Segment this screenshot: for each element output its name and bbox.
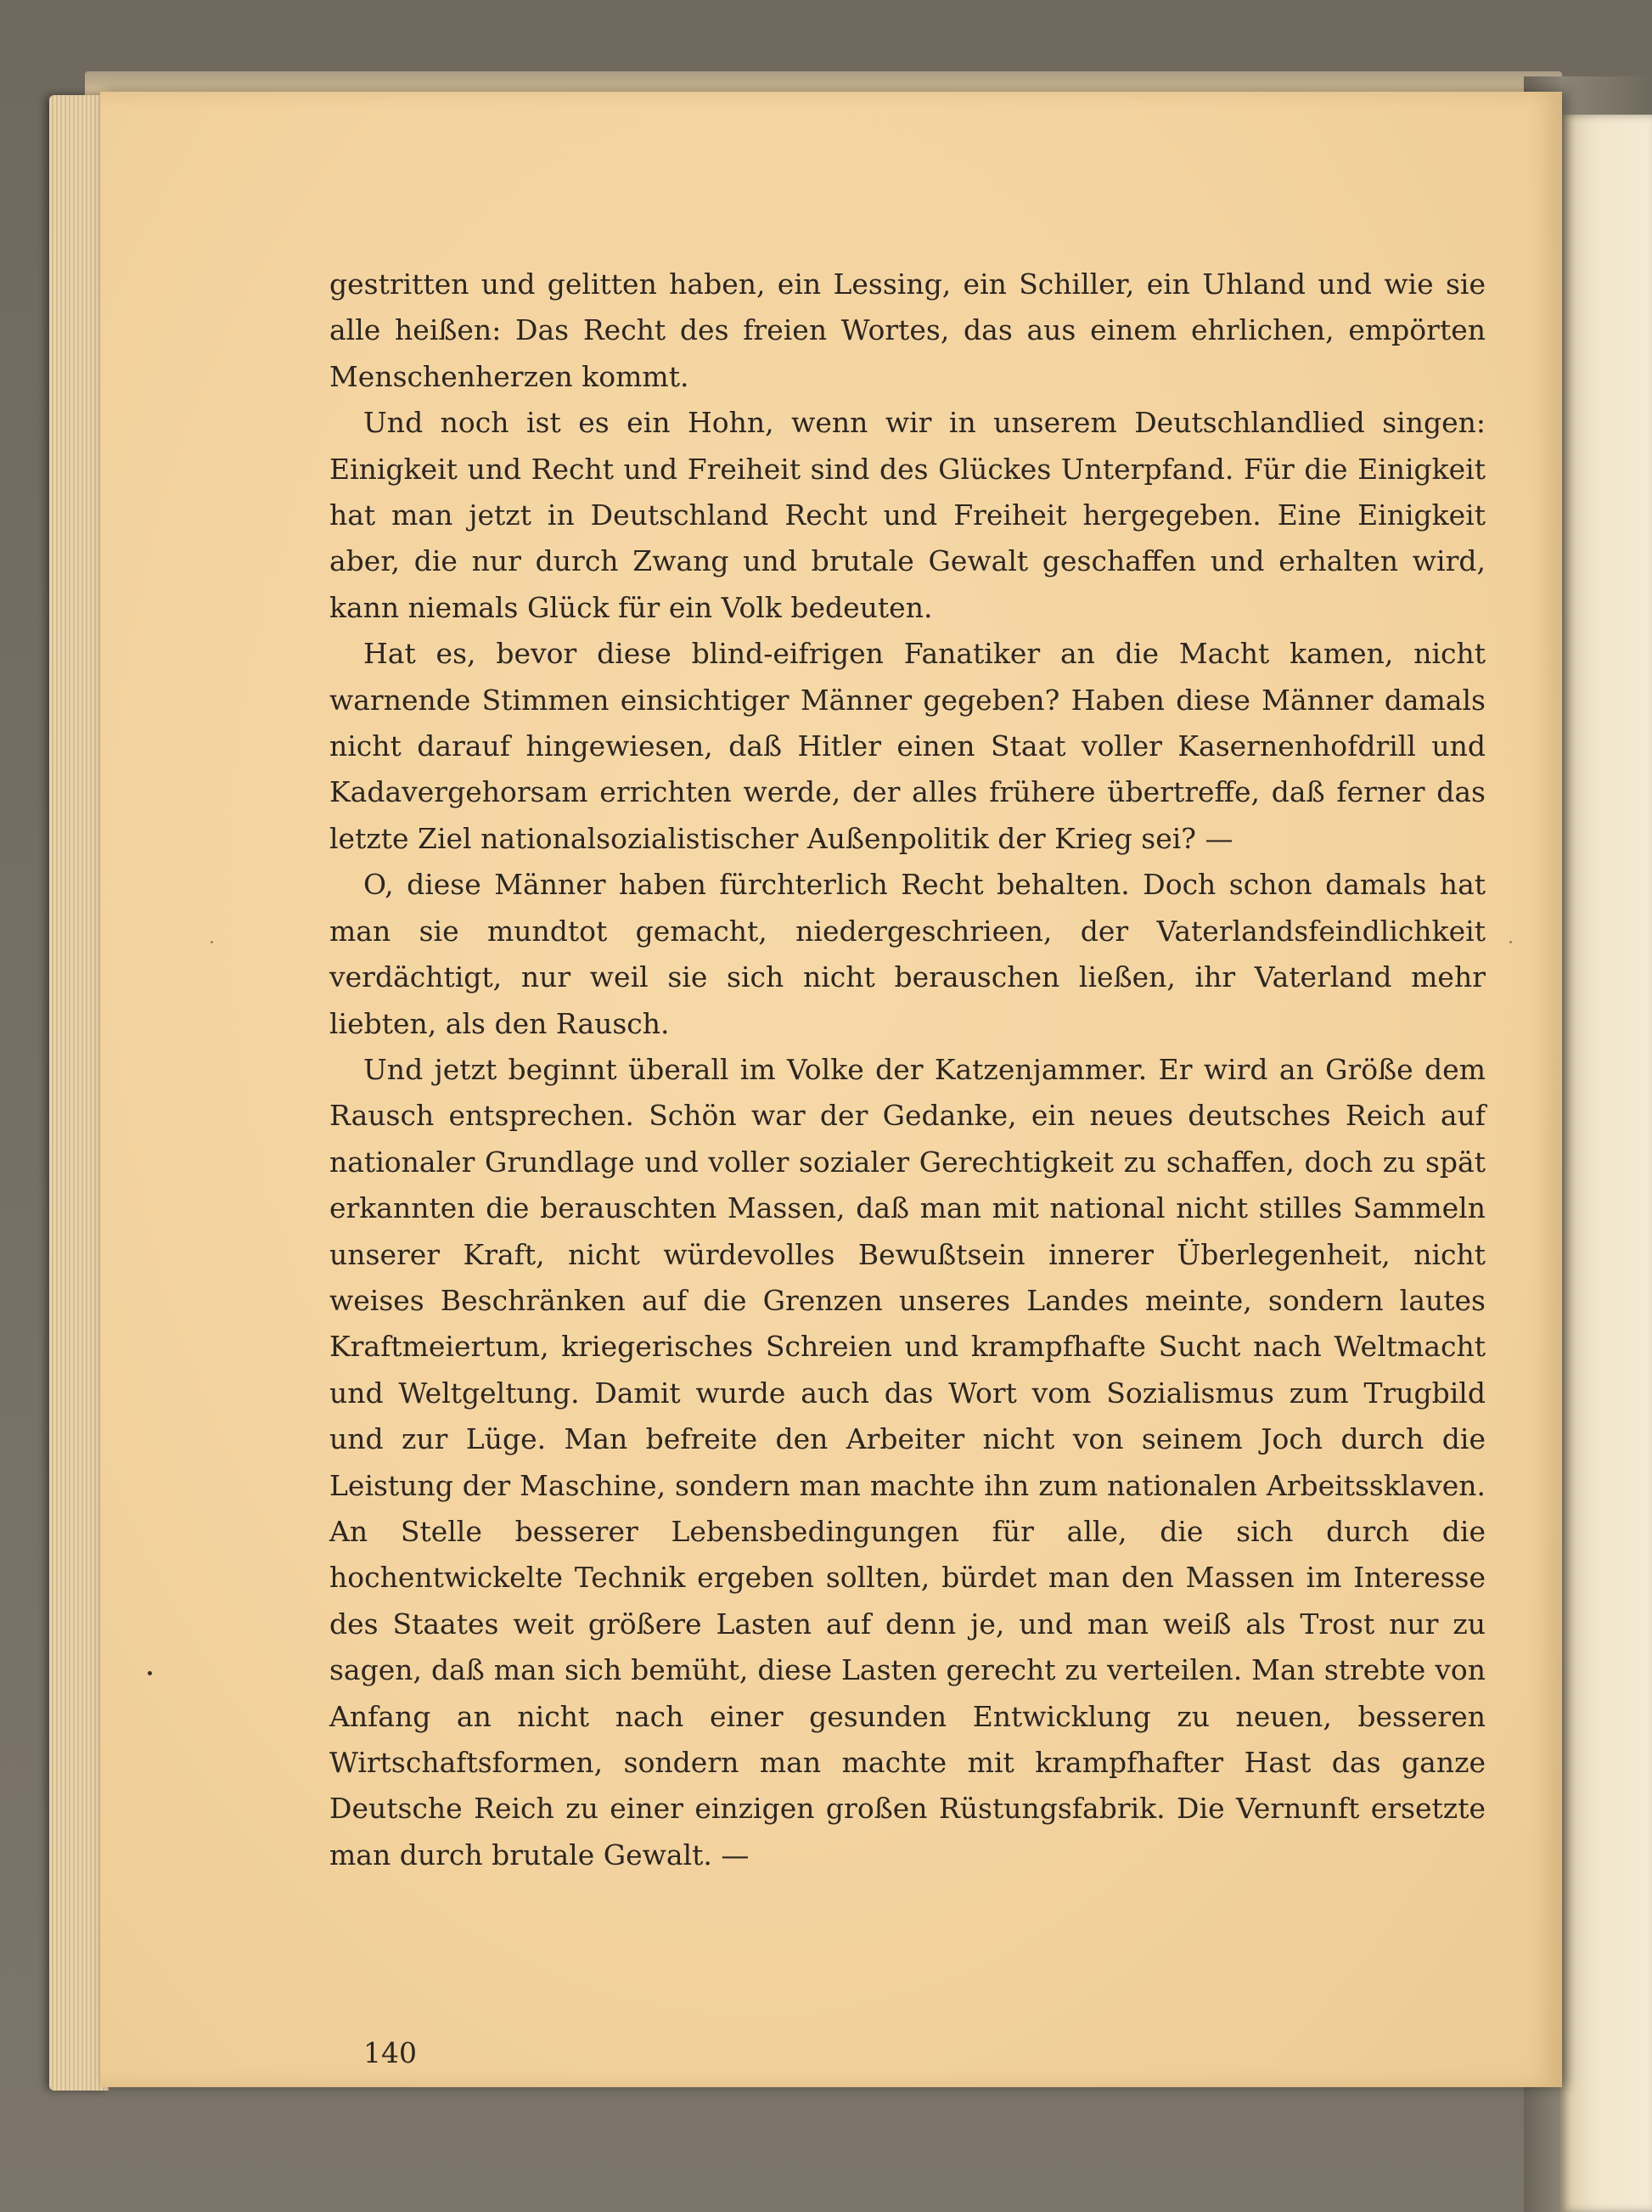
paragraph-4: O, diese Männer haben fürchterlich Recht behalten. Doch schon damals hat man sie mundtot gemacht, niedergeschrieen, der Vaterlandsfeindlichkeit verdächtigt, nur weil sie sich nicht berauschen ließen, ihr Vaterland mehr liebten, als den Rausch. <box>329 868 1486 1040</box>
facing-page-edge <box>1560 115 1652 2212</box>
book-page <box>100 92 1562 2087</box>
paper-speck <box>211 941 213 943</box>
paragraph-2: Und noch ist es ein Hohn, wenn wir in unserem Deutschlandlied singen: Einigkeit und Recht und Freiheit sind des Glückes Unterpfand. Für die Einigkeit hat man jetzt in Deutschland Recht und Freiheit hergegeben. Eine Einigkeit aber, die nur durch Zwang und brutale Gewalt geschaffen und erhalten wird, kann niemals Glück für ein Volk bedeuten. <box>329 406 1486 624</box>
paragraph-1: gestritten und gelitten haben, ein Lessing, ein Schiller, ein Uhland und wie sie alle heißen: Das Recht des freien Wortes, das aus einem ehrlichen, empörten Menschenherzen kommt. <box>329 267 1486 393</box>
paper-speck <box>148 1671 152 1675</box>
paragraph-3: Hat es, bevor diese blind-eifrigen Fanatiker an die Macht kamen, nicht warnende Stimmen einsichtiger Männer gegeben? Haben diese Männer damals nicht darauf hingewiesen, daß Hitler einen Staat voller Kasernenhofdrill und Kadavergehorsam errichten werde, der alles frühere übertreffe, daß ferner das letzte Ziel nationalsozialistischer Außenpolitik der Krieg sei? — <box>329 637 1486 855</box>
page-number: 140 <box>363 2036 417 2069</box>
body-text <box>329 262 1486 1878</box>
paper-speck <box>1509 941 1512 943</box>
paragraph-5: Und jetzt beginnt überall im Volke der Katzenjammer. Er wird an Größe dem Rausch entsprechen. Schön war der Gedanke, ein neues deutsches Reich auf nationaler Grundlage und voller sozialer Gerechtigkeit zu schaffen, doch zu spät erkannten die berauschten Massen, daß man mit national nicht stilles Sammeln unserer Kraft, nicht würdevolles Bewußtsein innerer Überlegenheit, nicht weises Beschränken auf die Grenzen unseres Landes meinte, sondern lautes Kraftmeiertum, kriegerisches Schreien und krampfhafte Sucht nach Weltmacht und Weltgeltung. Damit wurde auch das Wort vom Sozialismus zum Trugbild und zur Lüge. Man befreite den Arbeiter nicht von seinem Joch durch die Leistung der Maschine, sondern man machte ihn zum nationalen Arbeitssklaven. An Stelle besserer Lebensbedingungen für alle, die sich durch die hochentwickelte Technik ergeben sollten, bürdet man den Massen im Interesse des Staates weit größere Lasten auf denn je, und man weiß als Trost nur zu sagen, daß man sich bemüht, diese Lasten gerecht zu verteilen. Man strebte von Anfang an nicht nach einer gesunden Entwicklung zu neuen, besseren Wirtschaftsformen, sondern man machte mit krampfhafter Hast das ganze Deutsche Reich zu einer einzigen großen Rüstungsfabrik. Die Vernunft ersetzte man durch brutale Gewalt. — <box>329 1052 1486 1871</box>
